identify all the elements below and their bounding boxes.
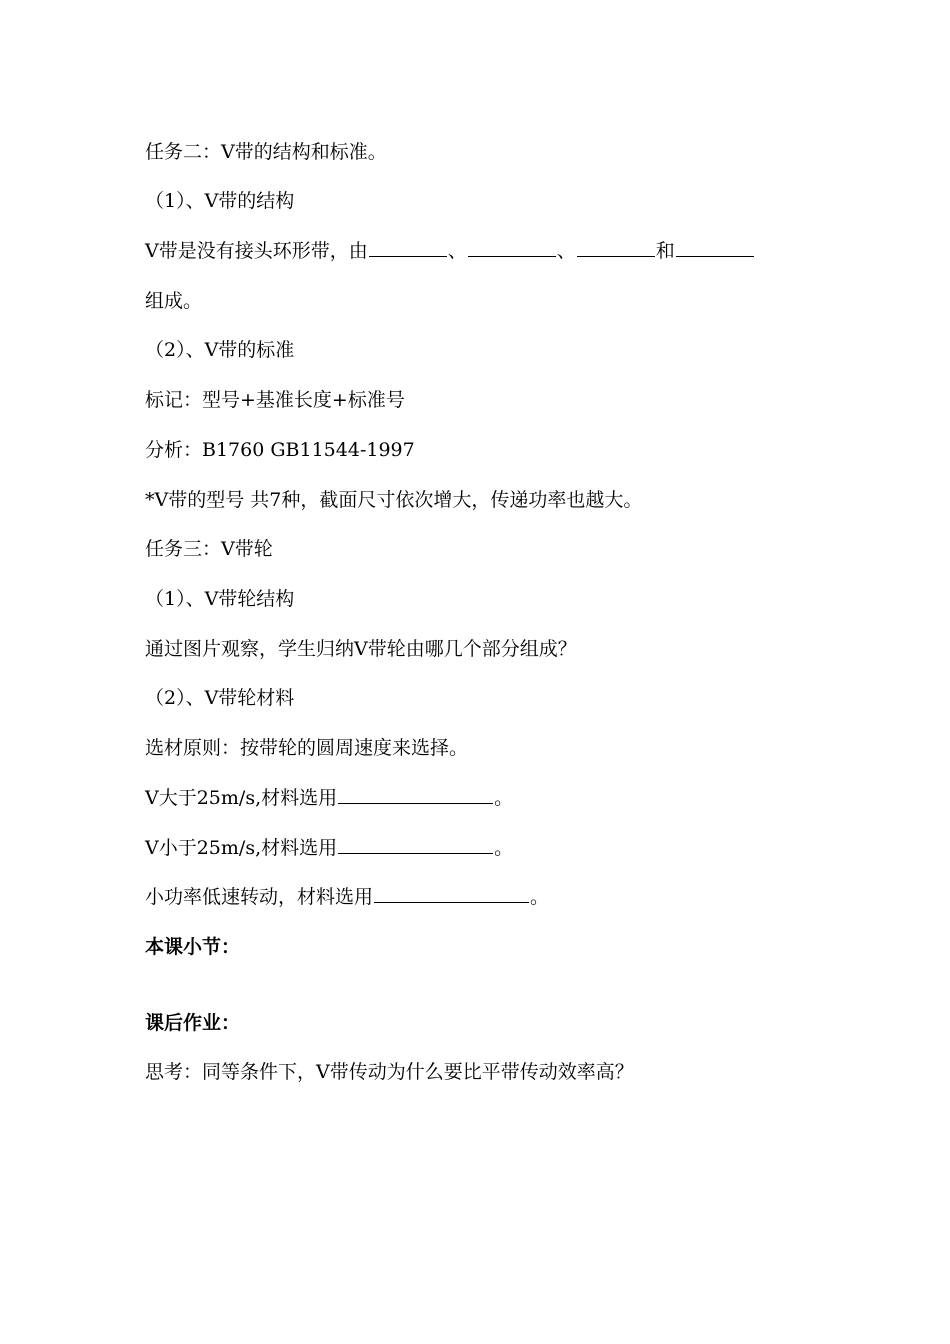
v-belt-types-note: *V带的型号 共7种，截面尺寸依次增大，传递功率也越大。 — [145, 489, 643, 511]
section-v-belt-structure: （1）、V带的结构 — [145, 190, 295, 212]
section-pulley-material: （2）、V带轮材料 — [145, 687, 295, 709]
period: 。 — [530, 886, 550, 908]
question-text: V小于25m/s,材料选用 — [145, 837, 338, 859]
question-text: V带是没有接头环形带，由 — [145, 240, 368, 262]
material-question-low-speed — [145, 834, 890, 862]
answer-blank-5[interactable] — [338, 785, 493, 804]
answer-blank-3[interactable] — [577, 238, 655, 257]
separator: 、 — [447, 240, 467, 262]
answer-blank-2[interactable] — [468, 238, 556, 257]
section-v-belt-standard: （2）、V带的标准 — [145, 339, 295, 361]
material-question-low-power — [145, 883, 890, 911]
material-principle: 选材原则：按带轮的圆周速度来选择。 — [145, 737, 469, 759]
period: 。 — [494, 787, 514, 809]
task2-heading: 任务二：V带的结构和标准。 — [145, 141, 387, 163]
section-pulley-structure: （1）、V带轮结构 — [145, 588, 295, 610]
marking-example: 分析：B1760 GB11544-1997 — [145, 439, 415, 461]
homework-question: 思考：同等条件下，V带传动为什么要比平带传动效率高？ — [145, 1061, 634, 1083]
v-belt-structure-question — [145, 237, 890, 265]
separator: 、 — [556, 240, 576, 262]
answer-blank-6[interactable] — [338, 835, 493, 854]
question-text: V大于25m/s,材料选用 — [145, 787, 338, 809]
answer-blank-7[interactable] — [374, 884, 529, 903]
homework-heading: 课后作业： — [145, 1012, 241, 1034]
question-continuation: 组成。 — [145, 290, 203, 312]
answer-blank-4[interactable] — [676, 238, 754, 257]
conjunction: 和 — [655, 240, 675, 262]
answer-blank-1[interactable] — [369, 238, 447, 257]
material-question-high-speed — [145, 784, 890, 812]
period: 。 — [494, 837, 514, 859]
question-text: 小功率低速转动，材料选用 — [145, 886, 374, 908]
marking-format: 标记：型号+基准长度+标准号 — [145, 389, 405, 411]
pulley-structure-question: 通过图片观察，学生归纳V带轮由哪几个部分组成？ — [145, 638, 577, 660]
lesson-summary-heading: 本课小节： — [145, 936, 241, 958]
task3-heading: 任务三：V带轮 — [145, 538, 273, 560]
